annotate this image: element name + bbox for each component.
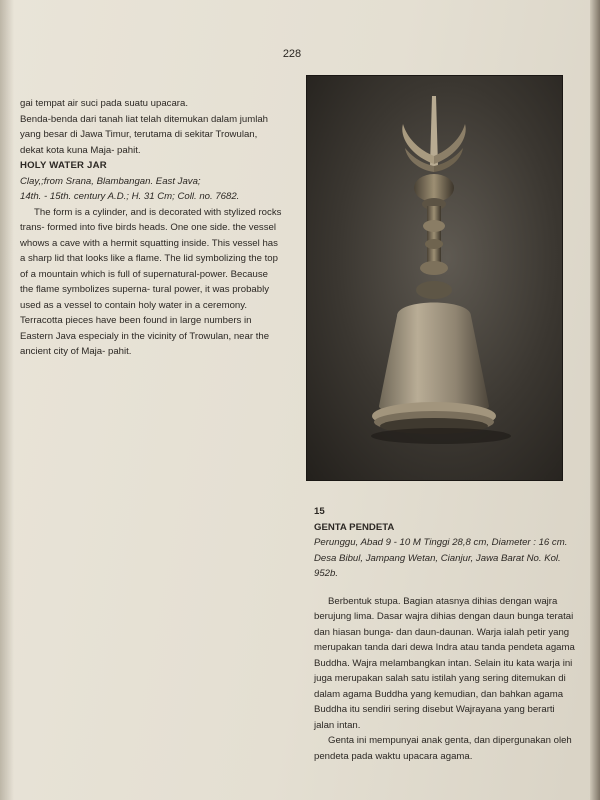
intro-paragraph: Benda-benda dari tanah liat telah ditemukan dalam jumlah yang besar di Jawa Timur, terutama di sekitar Trowulan, dekat kota kuna Maja- pahit. — [20, 113, 268, 156]
page-edge — [590, 0, 600, 800]
description-paragraph: Berbentuk stupa. Bagian atasnya dihias dengan wajra berujung lima. Dasar wajra dihias dengan daun bunga teratai dan hiasan bunga- dan daun-daunan. Warja ialah petir yang merupakan tanda dari dewa Indra atau tanda pendeta agama Buddha. Wajra melambangkan intan. Selain itu kata warja ini juga merupakan salah satu istilah yang sering ditemukan di dalam agama Buddha yang kemudian, dan bahkan agama Buddha itu sendiri sering disebut Wajrayana yang berarti jalan intan. — [314, 595, 575, 731]
page-number: 228 — [282, 48, 302, 60]
section-heading: HOLY WATER JAR — [20, 160, 107, 171]
intro-line: gai tempat air suci pada suatu upacara. — [20, 98, 188, 109]
object-meta-line: Clay,;from Srana, Blambangan. East Java; — [20, 175, 201, 187]
binding-shadow — [0, 0, 14, 800]
section-heading: GENTA PENDETA — [314, 521, 395, 533]
object-meta-line: Perunggu, Abad 9 - 10 M Tinggi 28,8 cm, Diameter : 16 cm. — [314, 537, 568, 548]
object-meta-line: 14th. - 15th. century A.D.; H. 31 Cm; Coll. no. 7682. — [20, 191, 240, 202]
right-column — [314, 504, 576, 764]
description-paragraph: The form is a cylinder, and is decorated with stylized rocks trans- formed into five birds heads. One one side. the vessel whows a cave with a hermit squatting inside. This vessel has a sharp lid that looks like a flame. The lid symbolizing the top of a mountain which is full of supernatural-power. Because the flame symbolizes superna- tural power, it was probably used as a vessel to contain holy water in a ceremony. — [20, 206, 282, 311]
object-meta-line: Desa Bibul, Jampang Wetan, Cianjur, Jawa Barat No. Kol. 952b. — [314, 552, 561, 579]
bronze-bell-photo — [306, 75, 563, 481]
description-paragraph: Terracotta pieces have been found in large numbers in Eastern Java especialy in the vicinity of Trowulan, near the ancient city of Maja- pahit. — [20, 315, 270, 357]
description-paragraph: Genta ini mempunyai anak genta, dan dipergunakan oleh pendeta pada waktu upacara agama. — [314, 735, 572, 762]
left-column — [20, 96, 282, 360]
bell-illustration — [307, 76, 562, 480]
plate-number: 15 — [314, 506, 325, 517]
